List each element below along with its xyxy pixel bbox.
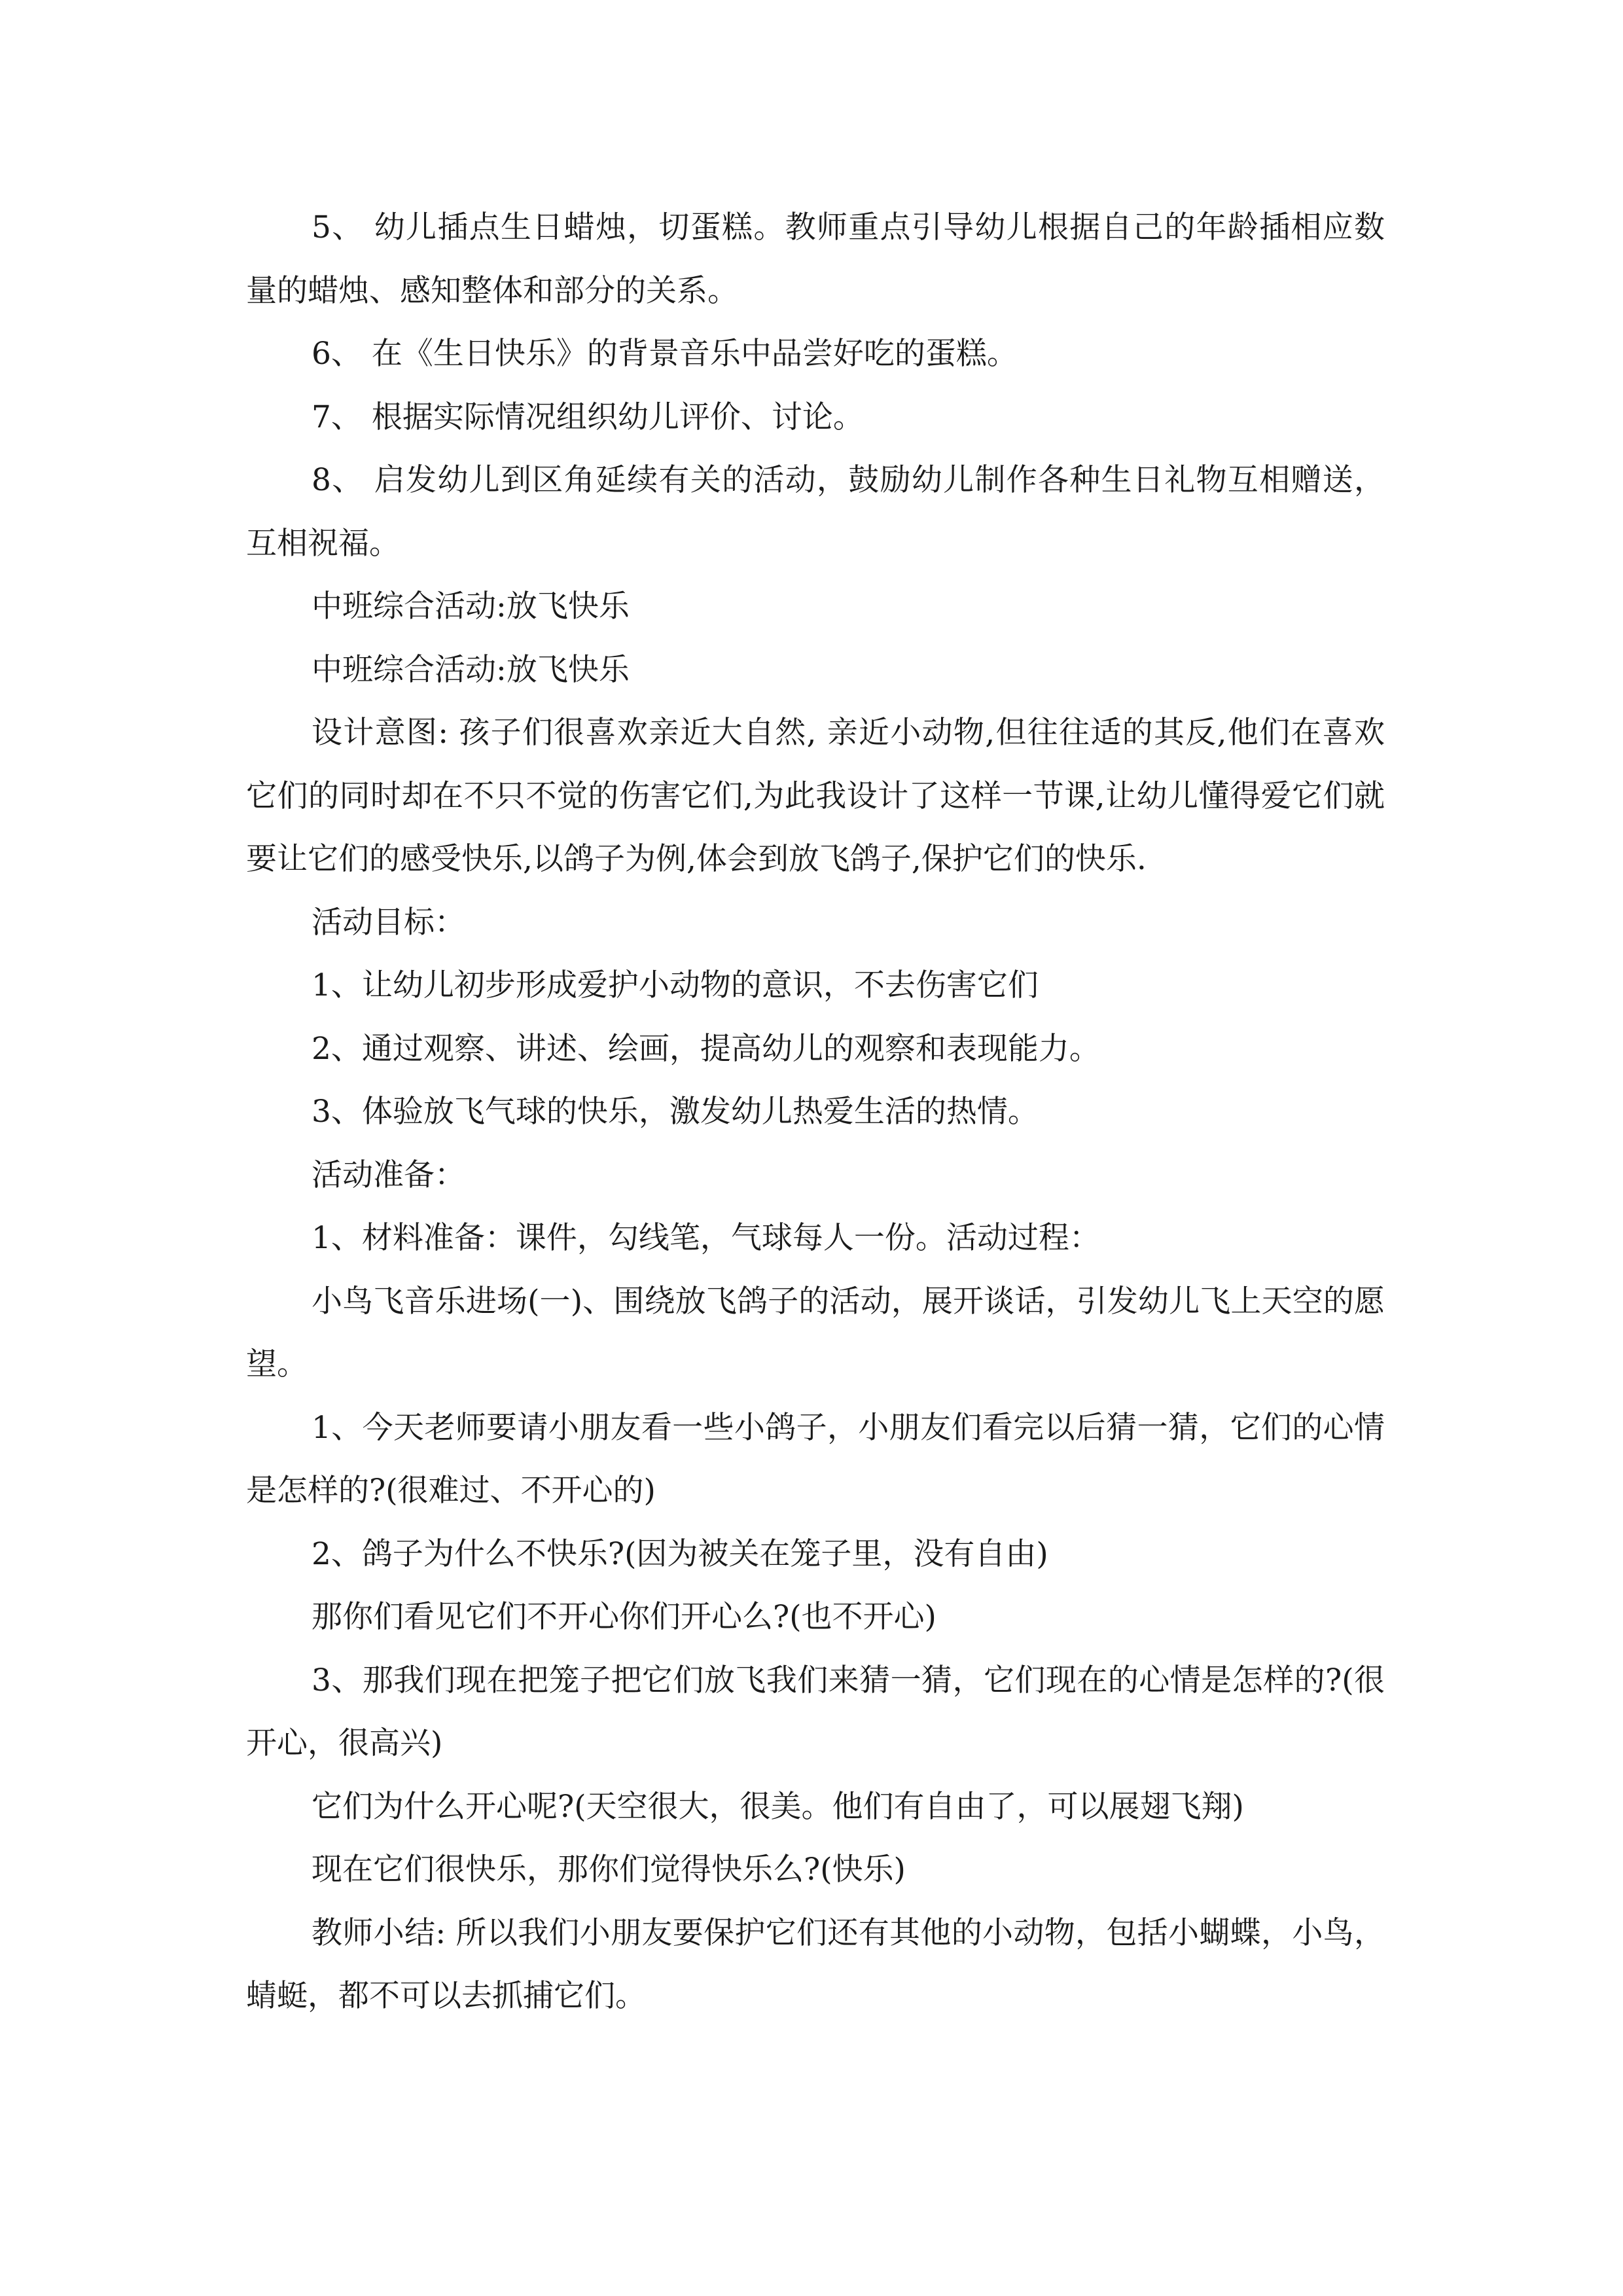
paragraph-step-8: 8、 启发幼儿到区角延续有关的活动，鼓励幼儿制作各种生日礼物互相赠送，互相祝福。 (246, 462, 1385, 562)
goal-item-2: 2、通过观察、讲述、绘画，提高幼儿的观察和表现能力。 (312, 1030, 1100, 1067)
paragraph-step-5: 5、 幼儿插点生日蜡烛，切蛋糕。教师重点引导幼儿根据自己的年龄插相应数量的蜡烛、感知整体和部分的关系。 (246, 209, 1385, 309)
process-intro: 小鸟飞音乐进场(一)、围绕放飞鸽子的活动，展开谈话，引发幼儿飞上天空的愿望。 (246, 1283, 1385, 1382)
paragraph-design-intent: 设计意图: 孩子们很喜欢亲近大自然, 亲近小动物,但往往适的其反,他们在喜欢它们的同时却在不只不觉的伤害它们,为此我设计了这样一节课,让幼儿懂得爱它们就要让它们的感受快乐,以鸽子为例,体会到放飞鸽子,保护它们的快乐. (246, 715, 1385, 877)
process-question-happy: 现在它们很快乐，那你们觉得快乐么?(快乐) (312, 1852, 906, 1888)
paragraph-step-7: 7、 根据实际情况组织幼儿评价、讨论。 (312, 399, 864, 435)
process-item-3: 3、那我们现在把笼子把它们放飞我们来猜一猜，它们现在的心情是怎样的?(很开心，很高兴) (246, 1662, 1385, 1761)
paragraph-step-6: 6、 在《生日快乐》的背景音乐中品尝好吃的蛋糕。 (312, 336, 1018, 372)
preparation-item-1: 1、材料准备：课件，勾线笔，气球每人一份。活动过程： (312, 1220, 1100, 1256)
heading-activity-preparation: 活动准备： (312, 1157, 465, 1193)
process-item-1: 1、今天老师要请小朋友看一些小鸽子，小朋友们看完以后猜一猜，它们的心情是怎样的?(很难过、不开心的) (246, 1409, 1385, 1509)
process-question: 那你们看见它们不开心你们开心么?(也不开心) (312, 1599, 936, 1635)
heading-activity-goals: 活动目标： (312, 904, 465, 941)
document-body (246, 196, 1385, 2028)
process-item-2: 2、鸽子为什么不快乐?(因为被关在笼子里，没有自由) (312, 1535, 1048, 1572)
process-question-why: 它们为什么开心呢?(天空很大，很美。他们有自由了，可以展翅飞翔) (312, 1788, 1244, 1825)
goal-item-3: 3、体验放飞气球的快乐，激发幼儿热爱生活的热情。 (312, 1094, 1039, 1130)
lesson-title: 中班综合活动:放飞快乐 (312, 588, 630, 624)
teacher-summary: 教师小结: 所以我们小朋友要保护它们还有其他的小动物，包括小蝴蝶，小鸟，蜻蜓，都不可以去抓捕它们。 (246, 1914, 1385, 2014)
goal-item-1: 1、让幼儿初步形成爱护小动物的意识，不去伤害它们 (312, 967, 1039, 1003)
lesson-title-repeat: 中班综合活动:放飞快乐 (312, 651, 630, 688)
